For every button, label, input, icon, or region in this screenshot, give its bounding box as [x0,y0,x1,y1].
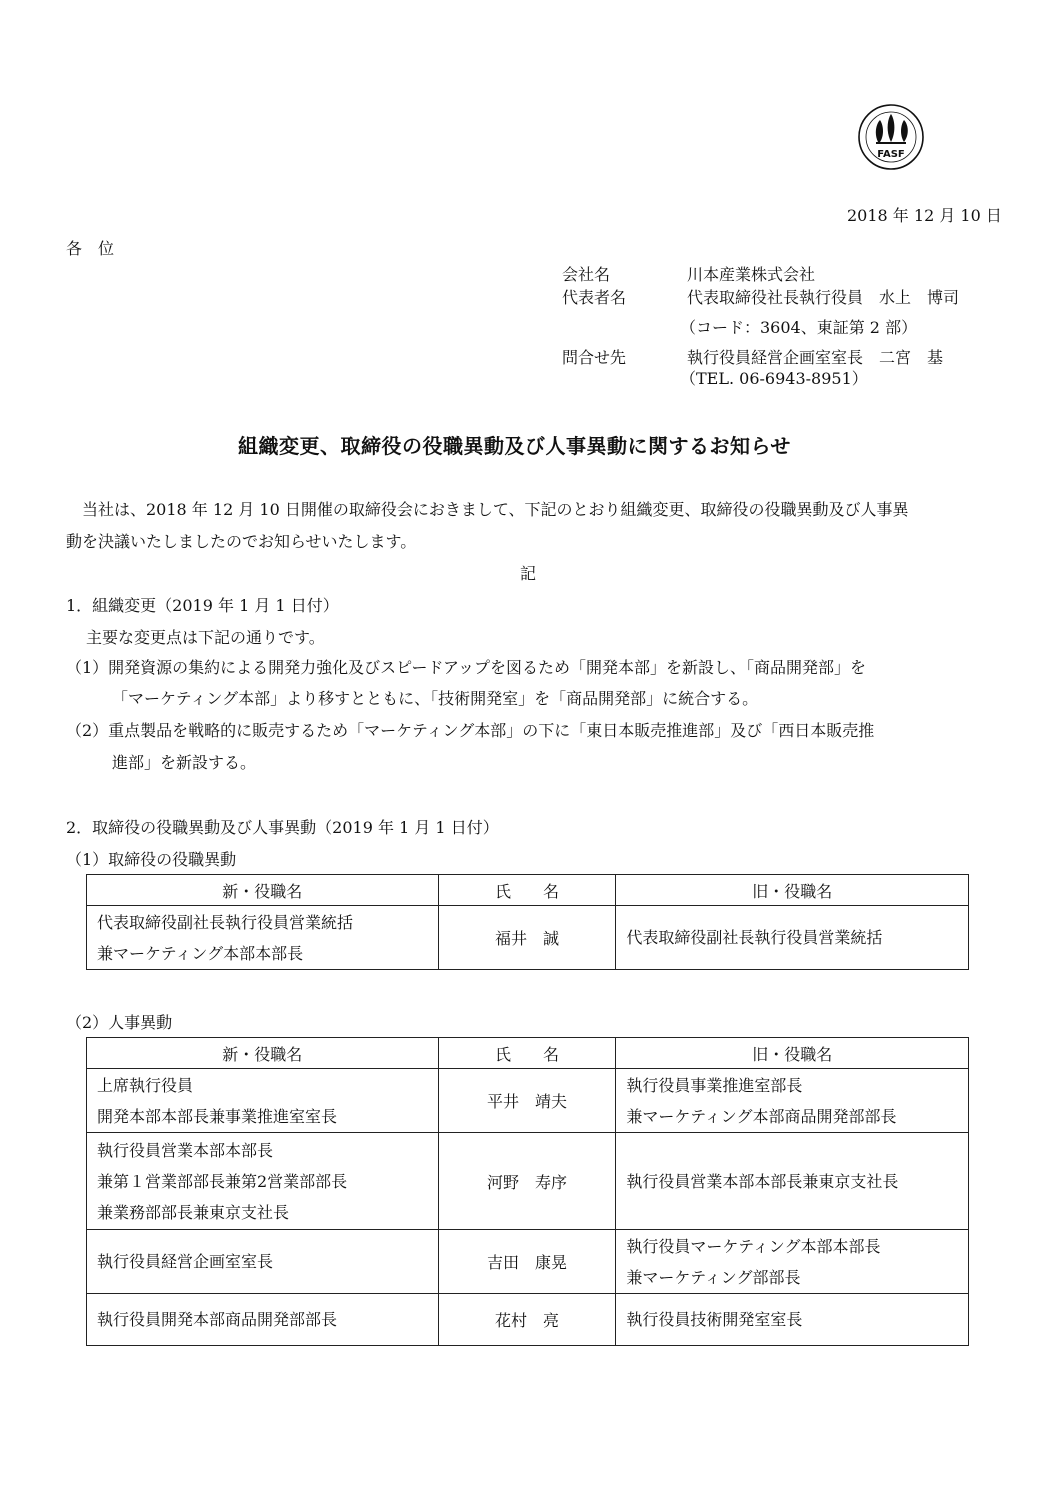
header-old-position: 旧・役職名 [616,875,969,906]
header-old-position: 旧・役職名 [616,1038,969,1069]
new-position-cell: 代表取締役副社長執行役員営業統括 兼マーケティング本部本部長 [87,906,439,970]
contact-label: 問合せ先 [562,348,627,367]
person-name-cell: 河野 寿序 [438,1133,616,1230]
document-title: 組織変更、取締役の役職異動及び人事異動に関するお知らせ [238,434,791,458]
person-name-cell: 花村 亮 [438,1294,616,1346]
old-position-cell: 執行役員技術開発室室長 [616,1294,969,1346]
personnel-change-table [86,1037,969,1346]
person-name-cell: 吉田 康晃 [438,1230,616,1294]
old-position-cell: 代表取締役副社長執行役員営業統括 [616,906,969,970]
director-change-table [86,874,969,970]
addressee: 各 位 [66,239,115,258]
section1-item1-line2: 「マーケティング本部」より移すとともに、「技術開発室」を「商品開発部」に統合する。 [112,689,759,708]
company-name-label: 会社名 [562,265,611,284]
svg-text:FASF: FASF [877,149,905,160]
person-name-cell: 福井 誠 [438,906,616,970]
new-position-cell: 執行役員開発本部商品開発部部長 [87,1294,439,1346]
section1-lead: 主要な変更点は下記の通りです。 [86,628,325,647]
stock-code: （コード：3604、東証第 2 部） [680,318,918,337]
old-position-cell: 執行役員事業推進室部長 兼マーケティング本部商品開発部部長 [616,1069,969,1133]
section1-heading: 1．組織変更（2019 年 1 月 1 日付） [66,596,339,615]
old-position-cell: 執行役員営業本部本部長兼東京支社長 [616,1133,969,1230]
section1-item2-line1: （2）重点製品を戦略的に販売するため「マーケティング本部」の下に「東日本販売推進部」及び「西日本販売推 [66,721,875,740]
section2-sub2: （2）人事異動 [66,1013,173,1032]
representative-value: 代表取締役社長執行役員 水上 博司 [687,288,960,307]
header-new-position: 新・役職名 [87,875,439,906]
table-row [87,1230,969,1294]
company-name-value: 川本産業株式会社 [687,265,816,284]
old-position-cell: 執行役員マーケティング本部本部長 兼マーケティング部部長 [616,1230,969,1294]
section2-sub1: （1）取締役の役職異動 [66,850,237,869]
representative-label: 代表者名 [562,288,627,307]
section1-item2-line2: 進部」を新設する。 [112,753,257,772]
table-header-row [87,1038,969,1069]
table-header-row [87,875,969,906]
contact-tel: （TEL. 06-6943-8951） [680,369,868,388]
fasf-seal-icon [856,102,926,172]
header-name: 氏 名 [438,1038,616,1069]
ki-marker: 記 [520,564,537,583]
new-position-cell: 上席執行役員 開発本部本部長兼事業推進室室長 [87,1069,439,1133]
section1-item1-line1: （1）開発資源の集約による開発力強化及びスピードアップを図るため「開発本部」を新設し、「商品開発部」を [66,658,866,677]
header-new-position: 新・役職名 [87,1038,439,1069]
header-name: 氏 名 [438,875,616,906]
new-position-cell: 執行役員経営企画室室長 [87,1230,439,1294]
contact-value: 執行役員経営企画室室長 二宮 基 [687,348,944,367]
table-row [87,906,969,970]
table-row [87,1294,969,1346]
table-row [87,1133,969,1230]
document-date: 2018 年 12 月 10 日 [847,206,1002,225]
intro-line-2: 動を決議いたしましたのでお知らせいたします。 [66,532,417,551]
person-name-cell: 平井 靖夫 [438,1069,616,1133]
table-row [87,1069,969,1133]
section2-heading: 2．取締役の役職異動及び人事異動（2019 年 1 月 1 日付） [66,818,499,837]
intro-line-1: 当社は、2018 年 12 月 10 日開催の取締役会におきまして、下記のとおり組織変更、取締役の役職異動及び人事異 [82,500,909,519]
new-position-cell: 執行役員営業本部本部長 兼第１営業部部長兼第2営業部部長 兼業務部部長兼東京支社長 [87,1133,439,1230]
